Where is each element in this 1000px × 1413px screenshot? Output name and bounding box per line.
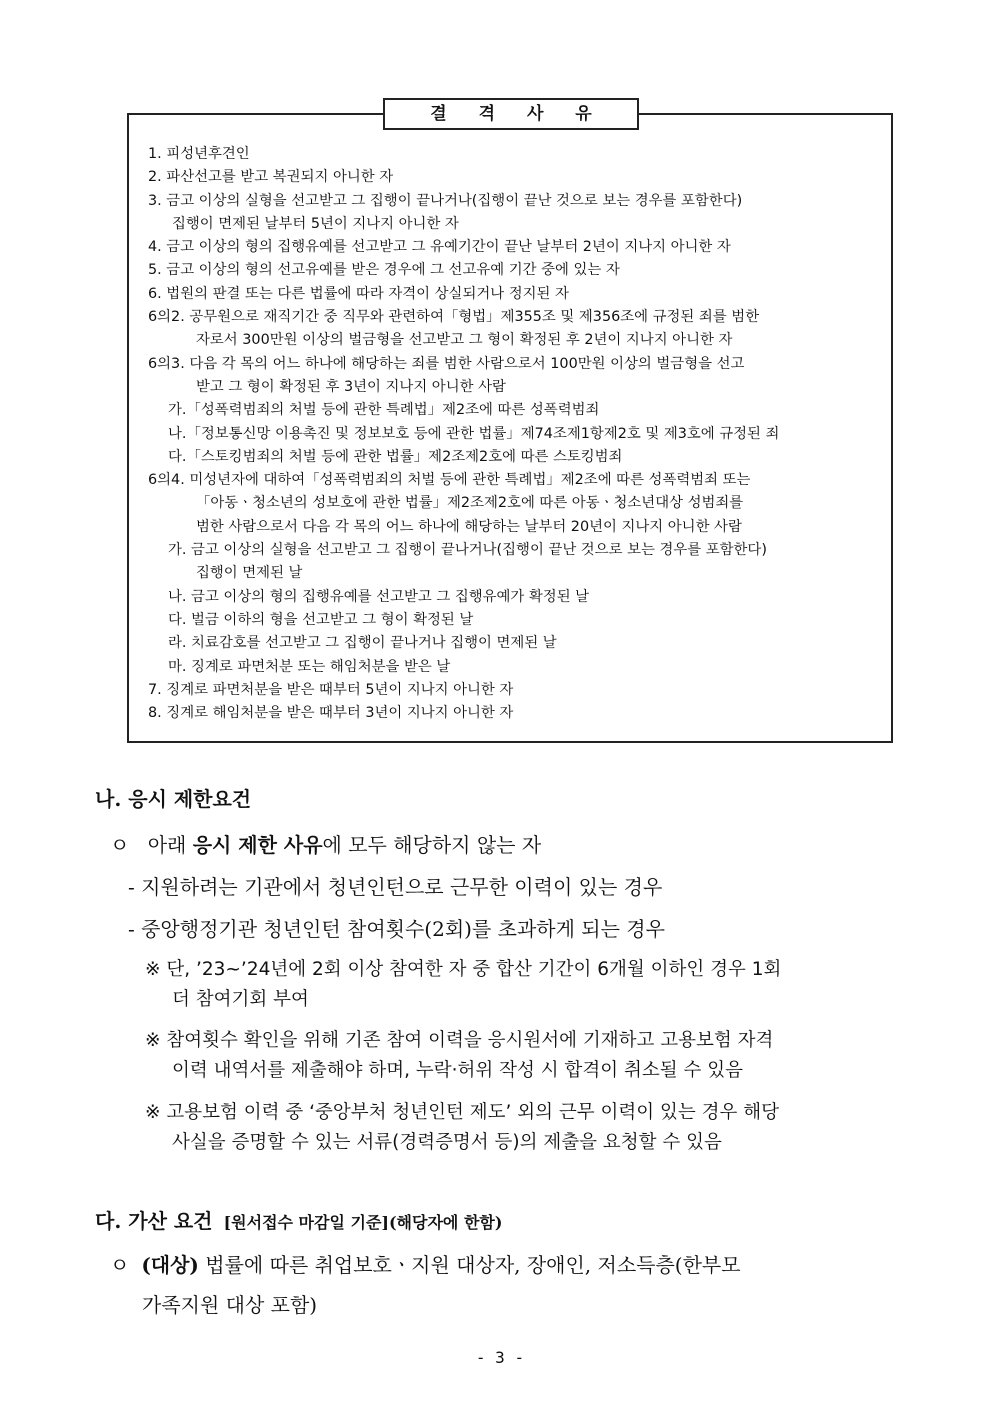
disqualification-title: 결 격 사 유 — [383, 98, 639, 130]
disqualification-item: 1. 피성년후견인 — [148, 146, 250, 162]
note-3: ※ 고용보험 이력 중 ‘중앙부처 청년인턴 제도’ 외의 근무 이력이 있는 경우 해당 사실을 증명할 수 있는 서류(경력증명서 등)의 제출을 요청할 수 있음 — [145, 1102, 779, 1153]
condition-pre: 아래 — [147, 833, 193, 857]
disqualification-item: 받고 그 형이 확정된 후 3년이 지나지 아니한 사람 — [196, 378, 506, 395]
disqualification-item: 나.「정보통신망 이용촉진 및 정보보호 등에 관한 법률」제74조제1항제2호 및 제3호에 규정된 죄 — [168, 425, 780, 442]
note-1: ※ 단, ’23~’24년에 2회 이상 참여한 자 중 합산 기간이 6개월 이하인 경우 1회 더 참여기회 부여 — [145, 959, 782, 1010]
disqualification-list — [148, 143, 888, 725]
disqualification-item: 나. 금고 이상의 형의 집행유예를 선고받고 그 집행유예가 확정된 날 — [168, 588, 590, 605]
disqualification-item: 3. 금고 이상의 실형을 선고받고 그 집행이 끝나거나(집행이 끝난 것으로 보는 경우를 포함한다) — [148, 192, 743, 209]
disqualification-item: 마. 징계로 파면처분 또는 해임처분을 받은 날 — [168, 658, 451, 675]
disqualification-item: 6의4. 미성년자에 대하여「성폭력범죄의 처벌 등에 관한 특례법」제2조에 따른 성폭력범죄 또는 — [148, 472, 751, 489]
disqualification-item: 다. 벌금 이하의 형을 선고받고 그 형이 확정된 날 — [168, 611, 474, 628]
section-da-target: ㅇ (대상) 법률에 따른 취업보호ㆍ지원 대상자, 장애인, 저소득층(한부모 가족지원 대상 포함) — [110, 1253, 741, 1317]
condition-bold: 응시 제한 사유 — [192, 833, 323, 857]
section-na-heading: 나. 응시 제한요건 — [95, 787, 252, 811]
disqualification-item: 집행이 면제된 날 — [196, 565, 303, 582]
page-number: - 3 - — [475, 1348, 525, 1367]
disqualification-item: 6의2. 공무원으로 재직기간 중 직무와 관련하여「형법」제355조 및 제356조에 규정된 죄를 범한 — [148, 309, 760, 326]
disqualification-item: 자로서 300만원 이상의 벌금형을 선고받고 그 형이 확정된 후 2년이 지나지 아니한 자 — [196, 332, 733, 349]
section-da-heading: 다. 가산 요건 [원서접수 마감일 기준](해당자에 한함) — [95, 1209, 503, 1233]
condition-post: 에 모두 해당하지 않는 자 — [322, 833, 542, 857]
disqualification-item: 라. 치료감호를 선고받고 그 집행이 끝나거나 집행이 면제된 날 — [168, 635, 557, 652]
disqualification-item: 가.「성폭력범죄의 처벌 등에 관한 특례법」제2조에 따른 성폭력범죄 — [168, 402, 600, 419]
section-na-condition — [110, 825, 541, 865]
disqualification-item: 범한 사람으로서 다음 각 목의 어느 하나에 해당하는 날부터 20년이 지나지 아니한 사람 — [196, 518, 742, 535]
bullet: ㅇ — [110, 1253, 130, 1277]
disqualification-item: 집행이 면제된 날부터 5년이 지나지 아니한 자 — [172, 215, 459, 232]
disqualification-item: 「아동ㆍ청소년의 성보호에 관한 법률」제2조제2호에 따른 아동ㆍ청소년대상 성범죄를 — [196, 495, 744, 512]
note-2: ※ 참여횟수 확인을 위해 기존 참여 이력을 응시원서에 기재하고 고용보험 자격 이력 내역서를 제출해야 하며, 누락·허위 작성 시 합격이 취소될 수 있음 — [145, 1030, 774, 1081]
restriction-item-2: - 중앙행정기관 청년인턴 참여횟수(2회)를 초과하게 되는 경우 — [128, 917, 665, 941]
disqualification-item: 6의3. 다음 각 목의 어느 하나에 해당하는 죄를 범한 사람으로서 100만원 이상의 벌금형을 선고 — [148, 355, 745, 372]
disqualification-item: 5. 금고 이상의 형의 선고유예를 받은 경우에 그 선고유예 기간 중에 있는 자 — [148, 262, 620, 279]
disqualification-item: 7. 징계로 파면처분을 받은 때부터 5년이 지나지 아니한 자 — [148, 681, 514, 698]
disqualification-item: 다.「스토킹범죄의 처벌 등에 관한 법률」제2조제2호에 따른 스토킹범죄 — [168, 448, 623, 465]
disqualification-item: 2. 파산선고를 받고 복권되지 아니한 자 — [148, 169, 394, 186]
disqualification-item: 가. 금고 이상의 실형을 선고받고 그 집행이 끝나거나(집행이 끝난 것으로 보는 경우를 포함한다) — [168, 542, 767, 559]
disqualification-item: 6. 법원의 판결 또는 다른 법률에 따라 자격이 상실되거나 정지된 자 — [148, 285, 569, 302]
disqualification-item: 8. 징계로 해임처분을 받은 때부터 3년이 지나지 아니한 자 — [148, 705, 514, 722]
section-da-criteria: [원서접수 마감일 기준](해당자에 한함) — [223, 1213, 503, 1232]
bullet: ㅇ — [110, 833, 130, 857]
disqualification-item: 4. 금고 이상의 형의 집행유예를 선고받고 그 유예기간이 끝난 날부터 2년이 지나지 아니한 자 — [148, 239, 731, 256]
restriction-item-1: - 지원하려는 기관에서 청년인턴으로 근무한 이력이 있는 경우 — [128, 875, 663, 899]
